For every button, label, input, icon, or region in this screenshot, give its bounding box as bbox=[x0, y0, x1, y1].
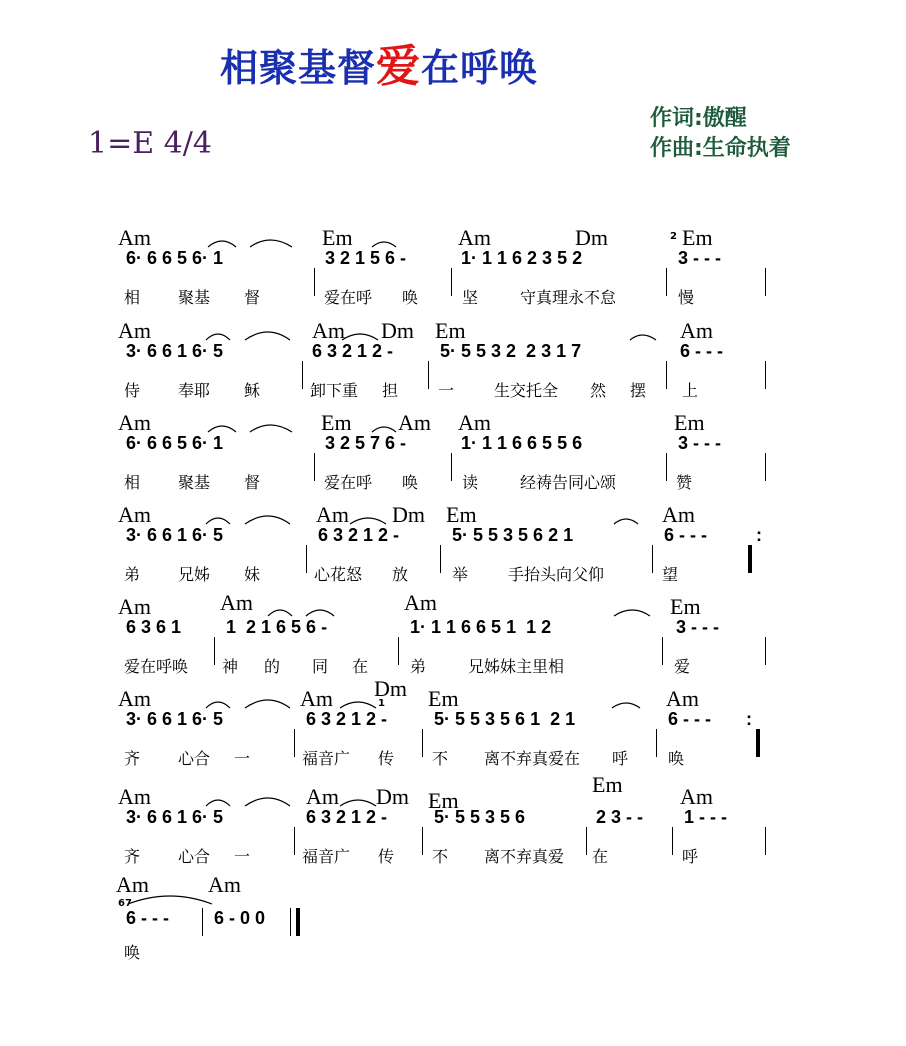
lyric-text: 福音广 bbox=[302, 749, 351, 768]
chord-symbol: Am bbox=[666, 686, 699, 711]
chord-symbol: Am bbox=[680, 784, 713, 809]
notation-row bbox=[0, 341, 906, 375]
lyric-text: 坚 bbox=[462, 288, 479, 307]
chord-symbol: Dm bbox=[381, 318, 414, 343]
lyric-text: 望 bbox=[662, 565, 679, 584]
measure-notes: 6 3 2 1 2 - bbox=[306, 709, 388, 729]
lyric-text: 兄姊 bbox=[178, 565, 211, 584]
chord-symbol: Am bbox=[208, 872, 241, 897]
lyric-text: 一 bbox=[438, 381, 455, 400]
chord-symbol: Am bbox=[220, 590, 253, 615]
chord-symbol: Am bbox=[118, 225, 151, 250]
lyric-text: 督 bbox=[244, 473, 261, 492]
measure-notes: 3· 6 6 1 6· 5 bbox=[126, 709, 224, 729]
lyric-text: 侍 bbox=[124, 381, 141, 400]
notation-row bbox=[0, 617, 906, 651]
lyric-text: 爱在呼 bbox=[324, 288, 373, 307]
chord-symbol: Am bbox=[662, 502, 695, 527]
measure-notes: 6 3 2 1 2 - bbox=[312, 341, 394, 361]
lyric-text: 相 bbox=[124, 473, 141, 492]
measure-notes: 3 2 1 5 6 - bbox=[325, 248, 407, 268]
grace-note: 67 bbox=[118, 898, 132, 909]
lyric-text: 一 bbox=[234, 847, 251, 866]
chord-symbol: Am bbox=[312, 318, 345, 343]
notation-row bbox=[0, 433, 906, 467]
chord-symbol: Em bbox=[428, 686, 459, 711]
lyric-text: 相 bbox=[124, 288, 141, 307]
key-signature: 1=E 4/4 bbox=[88, 126, 212, 161]
measure-notes: 6 3 2 1 2 - bbox=[318, 525, 400, 545]
lyric-text: 唤 bbox=[668, 749, 685, 768]
lyric-text: 举 bbox=[452, 565, 469, 584]
lyric-text: 唤 bbox=[402, 288, 419, 307]
grace-note: 1 bbox=[378, 698, 385, 709]
lyric-text: 的 bbox=[264, 657, 281, 676]
title-part-1: 相聚基督 bbox=[220, 46, 377, 90]
lyric-text: 齐 bbox=[124, 847, 141, 866]
lyric-text: 在 bbox=[352, 657, 369, 676]
chord-symbol: Dm bbox=[376, 784, 409, 809]
chord-symbol: Am bbox=[306, 784, 339, 809]
lyric-text: 担 bbox=[382, 381, 399, 400]
lyric-text: 神 bbox=[222, 657, 239, 676]
lyricist-credit: 作词:傲醒 bbox=[650, 106, 747, 131]
final-bar bbox=[296, 908, 300, 936]
measure-notes: 6 3 6 1 bbox=[126, 617, 182, 637]
measure-notes: 3· 6 6 1 6· 5 bbox=[126, 525, 224, 545]
chord-symbol: Am bbox=[118, 502, 151, 527]
measure-notes: 5· 5 5 3 5 6 bbox=[434, 807, 526, 827]
lyric-text: 心花怒 bbox=[314, 565, 363, 584]
repeat-dots: : bbox=[756, 525, 762, 545]
measure-notes: 3· 6 6 1 6· 5 bbox=[126, 341, 224, 361]
measure-notes: 5· 5 5 3 5 6 2 1 bbox=[452, 525, 574, 545]
chord-symbol: Am bbox=[118, 686, 151, 711]
lyric-text: 聚基 bbox=[178, 473, 211, 492]
lyric-row bbox=[120, 470, 780, 494]
notation-row bbox=[0, 807, 906, 841]
lyric-text: 生交托全 bbox=[494, 381, 559, 400]
measure-notes: 6 - 0 0 bbox=[214, 908, 266, 928]
lyric-text: 弟 bbox=[410, 657, 427, 676]
lyric-text: 唤 bbox=[402, 473, 419, 492]
measure-notes: 6 - - - bbox=[668, 709, 711, 729]
lyric-text: 福音广 bbox=[302, 847, 351, 866]
chord-symbol: Am bbox=[118, 594, 151, 619]
measure-notes: 6 - - - bbox=[680, 341, 723, 361]
lyric-text: 稣 bbox=[244, 381, 261, 400]
chord-symbol: Am bbox=[118, 318, 151, 343]
lyric-text: 心合 bbox=[178, 749, 211, 768]
measure-notes: 1· 1 1 6 6 5 5 6 bbox=[461, 433, 583, 453]
chord-symbol: Am bbox=[404, 590, 437, 615]
lyric-row bbox=[120, 285, 780, 309]
lyric-text: 呼 bbox=[682, 847, 699, 866]
lyric-text: 妹 bbox=[244, 565, 261, 584]
lyric-text: 同 bbox=[312, 657, 329, 676]
lyric-text: 心合 bbox=[178, 847, 211, 866]
score-line-2 bbox=[0, 318, 906, 408]
lyric-text: 摆 bbox=[630, 381, 647, 400]
lyric-row bbox=[120, 654, 780, 678]
chord-symbol: Em bbox=[322, 225, 353, 250]
chord-symbol: Dm bbox=[392, 502, 425, 527]
lyric-row bbox=[120, 940, 780, 964]
lyric-text: 传 bbox=[378, 749, 395, 768]
measure-notes: 6 - - - bbox=[126, 908, 169, 928]
chord-symbol: Am bbox=[316, 502, 349, 527]
lyric-row bbox=[120, 844, 780, 868]
score-line-4 bbox=[0, 502, 906, 592]
lyric-text: 奉耶 bbox=[178, 381, 211, 400]
lyric-text: 唤 bbox=[124, 943, 141, 962]
lyric-text: 卸下重 bbox=[310, 381, 359, 400]
score-line-7 bbox=[0, 772, 906, 874]
notation-row bbox=[0, 908, 906, 942]
lyric-text: 爱 bbox=[674, 657, 691, 676]
lyric-text: 读 bbox=[462, 473, 479, 492]
chord-symbol: Am bbox=[116, 872, 149, 897]
chord-symbol: Em bbox=[321, 410, 352, 435]
lyric-text: 不 bbox=[432, 749, 449, 768]
lyric-text: 不 bbox=[432, 847, 449, 866]
measure-notes: 1· 1 1 6 2 3 5 2 bbox=[461, 248, 583, 268]
lyric-text: 放 bbox=[392, 565, 409, 584]
measure-notes: 1· 1 1 6 6 5 1 1 2 bbox=[410, 617, 552, 637]
measure-notes: 3 - - - bbox=[676, 617, 719, 637]
score-line-8 bbox=[0, 872, 906, 962]
chord-symbol: Dm bbox=[575, 225, 608, 250]
lyric-text: 爱在呼 bbox=[324, 473, 373, 492]
bar-line bbox=[290, 908, 291, 936]
composer-credit: 作曲:生命执着 bbox=[650, 136, 791, 161]
score-line-6 bbox=[0, 676, 906, 776]
lyric-text: 齐 bbox=[124, 749, 141, 768]
lyric-text: 在 bbox=[592, 847, 609, 866]
repeat-dots: : bbox=[746, 709, 752, 729]
measure-notes: 6 3 2 1 2 - bbox=[306, 807, 388, 827]
chord-symbol: Am bbox=[458, 225, 491, 250]
grace-note: 2 bbox=[670, 231, 677, 242]
score-line-5 bbox=[0, 590, 906, 684]
chord-symbol: Em bbox=[682, 225, 713, 250]
bar-line bbox=[202, 908, 203, 936]
lyric-text: 弟 bbox=[124, 565, 141, 584]
lyric-text: 经祷告同心颂 bbox=[520, 473, 617, 492]
measure-notes: 3· 6 6 1 6· 5 bbox=[126, 807, 224, 827]
lyric-text: 然 bbox=[590, 381, 607, 400]
lyric-text: 守真理永不怠 bbox=[520, 288, 617, 307]
score-line-1 bbox=[0, 225, 906, 315]
lyric-text: 呼 bbox=[612, 749, 629, 768]
measure-notes: 1 - - - bbox=[684, 807, 727, 827]
measure-notes: 2 3 - - bbox=[596, 807, 644, 827]
measure-notes: 6· 6 6 5 6· 1 bbox=[126, 433, 224, 453]
lyric-text: 离不弃真爱 bbox=[484, 847, 565, 866]
lyric-text: 督 bbox=[244, 288, 261, 307]
chord-symbol: Am bbox=[118, 784, 151, 809]
song-title bbox=[220, 30, 538, 94]
lyric-text: 手抬头向父仰 bbox=[508, 565, 605, 584]
lyric-row bbox=[120, 746, 780, 770]
credits bbox=[650, 104, 791, 164]
lyric-row bbox=[120, 378, 780, 402]
measure-notes: 6· 6 6 5 6· 1 bbox=[126, 248, 224, 268]
lyric-text: 赞 bbox=[676, 473, 693, 492]
chord-symbol: Am bbox=[458, 410, 491, 435]
chord-symbol: Dm bbox=[374, 676, 407, 701]
chord-symbol: Am bbox=[118, 410, 151, 435]
notation-row bbox=[0, 525, 906, 559]
chord-symbol: Em bbox=[446, 502, 477, 527]
chord-symbol: Em bbox=[435, 318, 466, 343]
lyric-text: 慢 bbox=[678, 288, 695, 307]
notation-row bbox=[0, 709, 906, 743]
lyric-row bbox=[120, 562, 780, 586]
title-part-2: 在呼唤 bbox=[421, 46, 539, 90]
measure-notes: 1 2 1 6 5 6 - bbox=[226, 617, 328, 637]
measure-notes: 3 - - - bbox=[678, 433, 721, 453]
measure-notes: 6 - - - bbox=[664, 525, 707, 545]
lyric-text: 聚基 bbox=[178, 288, 211, 307]
chord-symbol: Am bbox=[300, 686, 333, 711]
measure-notes: 3 2 5 7 6 - bbox=[325, 433, 407, 453]
lyric-text: 兄姊妹主里相 bbox=[468, 657, 565, 676]
measure-notes: 3 - - - bbox=[678, 248, 721, 268]
chord-symbol: Em bbox=[428, 788, 459, 813]
chord-symbol: Em bbox=[674, 410, 705, 435]
measure-notes: 5· 5 5 3 5 6 1 2 1 bbox=[434, 709, 576, 729]
lyric-text: 一 bbox=[234, 749, 251, 768]
notation-row bbox=[0, 248, 906, 282]
lyric-text: 爱在呼唤 bbox=[124, 657, 189, 676]
measure-notes: 5· 5 5 3 2 2 3 1 7 bbox=[440, 341, 582, 361]
lyric-text: 传 bbox=[378, 847, 395, 866]
chord-symbol: Am bbox=[680, 318, 713, 343]
lyric-text: 离不弃真爱在 bbox=[484, 749, 581, 768]
chord-symbol: Am bbox=[398, 410, 431, 435]
title-highlight: 爱 bbox=[376, 41, 422, 92]
chord-symbol: Em bbox=[592, 772, 623, 797]
score-line-3 bbox=[0, 410, 906, 500]
lyric-text: 上 bbox=[682, 381, 699, 400]
chord-symbol: Em bbox=[670, 594, 701, 619]
